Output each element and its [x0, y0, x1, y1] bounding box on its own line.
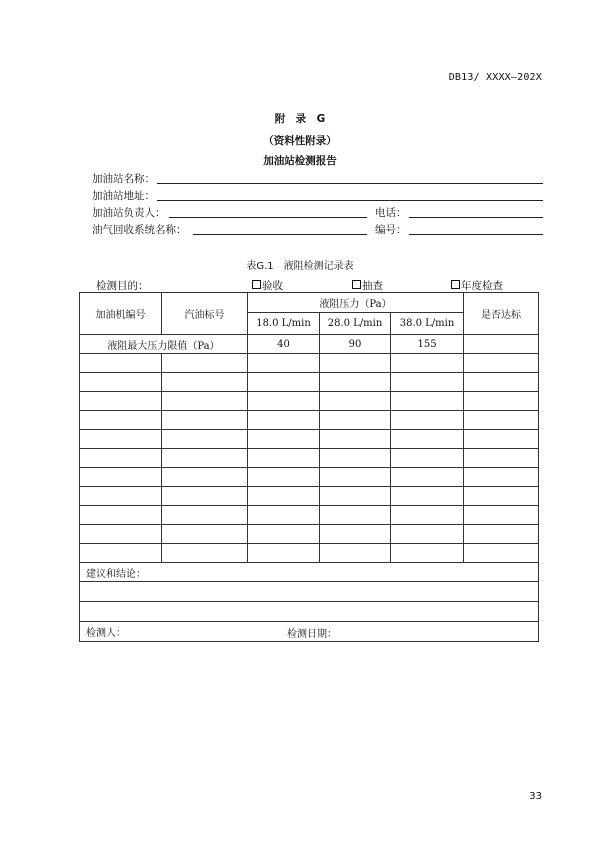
table-cell[interactable] [320, 392, 391, 411]
table-cell[interactable] [248, 525, 320, 544]
table-cell[interactable] [248, 544, 320, 563]
vapor-system-field [92, 222, 187, 236]
table-cell[interactable] [320, 468, 391, 487]
table-cell[interactable] [80, 392, 162, 411]
page-number: 33 [529, 791, 542, 802]
conclusion-row [80, 563, 539, 582]
station-name-line [157, 171, 543, 184]
table-cell[interactable] [162, 525, 248, 544]
table-cell[interactable] [320, 487, 391, 506]
header-fuel-grade: 汽油标号 [162, 293, 248, 335]
table-row [80, 506, 539, 525]
table-cell[interactable] [162, 544, 248, 563]
table-cell[interactable] [464, 411, 539, 430]
table-cell[interactable] [80, 449, 162, 468]
table-cell[interactable] [391, 411, 464, 430]
limit-row-label: 液阻最大压力限值（Pa） [80, 335, 248, 354]
table-cell[interactable] [391, 525, 464, 544]
station-name-field [92, 171, 155, 185]
table-cell[interactable] [248, 354, 320, 373]
table-cell[interactable] [162, 506, 248, 525]
purpose-option-label: 抽查 [362, 280, 383, 292]
table-cell[interactable] [391, 354, 464, 373]
limit-value: 90 [320, 335, 391, 354]
table-cell[interactable] [162, 411, 248, 430]
table-cell[interactable] [391, 373, 464, 392]
inspector-label: 检测人： [86, 628, 126, 639]
table-cell[interactable] [320, 354, 391, 373]
station-manager-line [169, 205, 367, 218]
table-cell[interactable] [248, 373, 320, 392]
table-cell[interactable] [248, 392, 320, 411]
table-row [80, 487, 539, 506]
purpose-option-annual [451, 278, 503, 293]
serial-no-label: 编号： [375, 224, 407, 236]
table-cell[interactable] [320, 506, 391, 525]
table-cell[interactable] [162, 430, 248, 449]
header-flow-rate: 18.0 L/min [248, 313, 320, 335]
table-cell[interactable] [80, 506, 162, 525]
header-flow-rate: 38.0 L/min [391, 313, 464, 335]
table-cell[interactable] [464, 373, 539, 392]
station-address-line [157, 188, 543, 201]
table-cell[interactable] [391, 392, 464, 411]
conclusion-blank-row [80, 582, 539, 602]
table-cell[interactable] [320, 525, 391, 544]
limit-compliance-cell [464, 335, 539, 354]
table-cell[interactable] [80, 373, 162, 392]
table-cell[interactable] [320, 411, 391, 430]
table-cell[interactable] [162, 449, 248, 468]
checkbox-acceptance[interactable] [252, 280, 261, 289]
table-cell[interactable] [391, 430, 464, 449]
header-dispenser-no: 加油机编号 [80, 293, 162, 335]
table-cell[interactable] [248, 468, 320, 487]
limit-value: 155 [391, 335, 464, 354]
table-cell[interactable] [464, 506, 539, 525]
table-cell[interactable] [391, 449, 464, 468]
table-cell[interactable] [80, 468, 162, 487]
table-row [80, 392, 539, 411]
conclusion-blank-cell[interactable] [80, 582, 539, 602]
table-cell[interactable] [464, 487, 539, 506]
document-code: DB13/ XXXX—202X [448, 72, 542, 83]
appendix-title: 附 录 G [274, 113, 326, 125]
table-cell[interactable] [80, 430, 162, 449]
table-cell[interactable] [80, 354, 162, 373]
inspection-date-label: 检测日期： [287, 629, 337, 640]
station-address-label: 加油站地址： [92, 190, 155, 202]
station-manager-field [92, 205, 166, 219]
table-cell[interactable] [162, 392, 248, 411]
table-cell[interactable] [391, 468, 464, 487]
table-cell[interactable] [80, 411, 162, 430]
table-cell[interactable] [320, 373, 391, 392]
serial-no-line [409, 222, 543, 235]
table-cell[interactable] [162, 468, 248, 487]
checkbox-annual[interactable] [451, 280, 460, 289]
table-cell[interactable] [320, 449, 391, 468]
conclusion-blank-row [80, 602, 539, 622]
table-cell[interactable] [464, 449, 539, 468]
conclusion-blank-cell[interactable] [80, 602, 539, 622]
table-cell[interactable] [464, 392, 539, 411]
table-row [80, 525, 539, 544]
purpose-option-label: 验收 [262, 280, 283, 292]
purpose-label: 检测目的： [96, 280, 149, 292]
table-cell[interactable] [80, 544, 162, 563]
header-compliance: 是否达标 [464, 293, 539, 335]
table-cell[interactable] [248, 430, 320, 449]
table-row [80, 468, 539, 487]
table-row [80, 354, 539, 373]
station-address-field [92, 188, 155, 202]
table-cell[interactable] [320, 430, 391, 449]
table-cell[interactable] [391, 487, 464, 506]
table-cell[interactable] [464, 468, 539, 487]
table-cell[interactable] [320, 544, 391, 563]
phone-label: 电话： [375, 207, 407, 219]
limit-row [80, 335, 539, 354]
table-cell[interactable] [248, 449, 320, 468]
purpose-option-spot-check [352, 278, 383, 293]
table-cell[interactable] [80, 525, 162, 544]
table-cell[interactable] [248, 487, 320, 506]
vapor-system-label: 油气回收系统名称： [92, 224, 187, 236]
conclusion-label: 建议和结论： [80, 563, 539, 582]
table-cell[interactable] [391, 544, 464, 563]
header-flow-rate: 28.0 L/min [320, 313, 391, 335]
table-cell[interactable] [248, 506, 320, 525]
report-title: 加油站检测报告 [263, 155, 337, 167]
table-cell[interactable] [162, 373, 248, 392]
station-manager-label: 加油站负责人： [92, 207, 166, 219]
table-cell[interactable] [162, 354, 248, 373]
table-cell[interactable] [464, 354, 539, 373]
vapor-system-line [193, 222, 367, 235]
table-cell[interactable] [464, 525, 539, 544]
table-cell[interactable] [464, 430, 539, 449]
appendix-nature: （资料性附录） [263, 135, 337, 147]
signature-cell [80, 622, 539, 642]
limit-value: 40 [248, 335, 320, 354]
table-cell[interactable] [464, 544, 539, 563]
table-caption: 表G.1 液阻检测记录表 [246, 261, 354, 272]
table-cell[interactable] [80, 487, 162, 506]
table-row [80, 430, 539, 449]
signature-row [80, 622, 539, 642]
table-row [80, 373, 539, 392]
table-row [80, 411, 539, 430]
table-cell[interactable] [248, 411, 320, 430]
checkbox-spot-check[interactable] [352, 280, 361, 289]
liquid-resistance-record-table [79, 292, 539, 642]
station-name-label: 加油站名称： [92, 173, 155, 185]
table-row [80, 449, 539, 468]
purpose-option-label: 年度检查 [461, 280, 503, 292]
table-cell[interactable] [162, 487, 248, 506]
phone-line [409, 205, 543, 218]
purpose-option-acceptance [252, 278, 283, 293]
table-row [80, 544, 539, 563]
table-cell[interactable] [391, 506, 464, 525]
header-pressure-group: 液阻压力（Pa） [248, 293, 464, 313]
